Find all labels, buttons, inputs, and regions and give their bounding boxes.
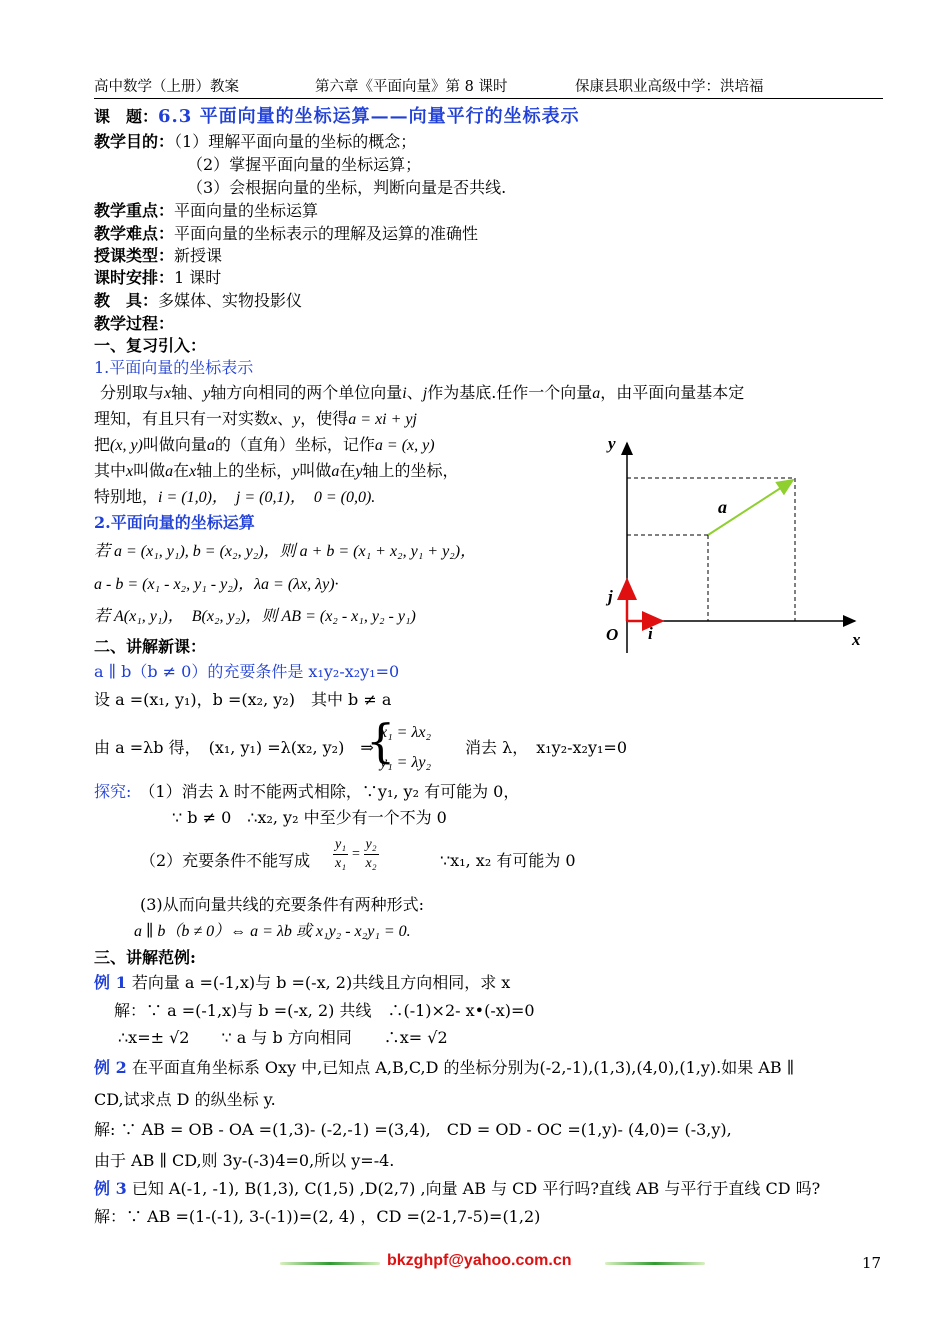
fraction-y2-x2 — [364, 836, 379, 873]
para-basis-2 — [94, 408, 417, 431]
set-vectors: 设 a =(x₁, y₁)，b =(x₂, y₂) 其中 b ≠ a — [94, 690, 392, 709]
text: 轴方向相同的两个单位向量 — [210, 383, 403, 402]
type-row — [94, 245, 222, 267]
formula-xy: (x, y) — [110, 437, 143, 454]
fig-y-label: y — [608, 434, 616, 453]
time-text: 1 课时 — [174, 268, 222, 287]
text: 轴、 — [171, 383, 204, 402]
collinear-forms: a ∥ b（b ≠ 0）⇔ a = λb 或 x₁y₂ - x₂y₁ = 0. — [134, 923, 411, 940]
difficulty-text: 平面向量的坐标表示的理解及运算的准确性 — [174, 224, 479, 243]
example-3-solution-1: 解：∵ AB =(1-(-1), 3-(-1))=(2, 4) ，CD =(2-1,7-5)=(1,2) — [94, 1207, 541, 1226]
explore-1b: ∵ b ≠ 0 ∴x₂, y₂ 中至少有一个不为 0 — [172, 808, 447, 827]
var-a: a — [592, 385, 601, 402]
time-label: 课时安排： — [94, 268, 175, 287]
footer-leaf-right — [605, 1262, 705, 1265]
difficulty-row — [94, 223, 478, 245]
focus-label: 教学重点： — [94, 201, 175, 220]
denominator: x₁ — [335, 856, 347, 871]
objective-3: （3）会根据向量的坐标，判断向量是否共线. — [187, 178, 507, 197]
formula-unit-vectors: i = (1,0)， j = (0,1)， 0 = (0,0). — [158, 489, 376, 506]
para-coord-2 — [94, 460, 459, 483]
example-2-solution-2: 由于 AB ∥ CD,则 3y-(-3)4=0,所以 y=-4. — [94, 1151, 395, 1170]
fig-o-label: O — [606, 625, 619, 644]
fig-j-label: j — [608, 587, 613, 606]
header-rule — [94, 98, 883, 99]
text: 轴上的坐标， — [196, 461, 293, 480]
example-1-text: 若向量 a =(-1,x)与 b =(-x, 2)共线且方向相同，求 x — [131, 973, 511, 992]
process-label: 教学过程： — [94, 314, 175, 333]
derive-line: 由 a =λb 得， (x₁, y₁) =λ(x₂, y₂) ⇒ — [94, 738, 374, 757]
text: 理知，有且只有一对实数 — [94, 409, 271, 428]
section1-sub1: 1.平面向量的坐标表示 — [94, 358, 254, 377]
focus-row — [94, 200, 318, 222]
explore-1: （1）消去 λ 时不能两式相除，∵y₁, y₂ 有可能为 0， — [147, 782, 520, 801]
explore-2-reason: ∵x₁, x₂ 有可能为 0 — [440, 851, 576, 870]
formula-ab: 若 A(x₁, y₁)， B(x₂, y₂)，则 AB = (x₂ - x₁, y₂ - y₁) — [94, 608, 416, 625]
var-x: x — [189, 463, 197, 480]
explore-2-text: （2）充要条件不能写成 — [140, 851, 311, 870]
equals: = — [351, 846, 361, 862]
example-1-label: 例 1 — [94, 973, 127, 992]
var-a: a — [165, 463, 174, 480]
tools-text: 多媒体、实物投影仪 — [158, 291, 303, 310]
fig-i-label: i — [648, 624, 653, 643]
text: 、 — [277, 409, 294, 428]
tools-row — [94, 290, 302, 312]
text: 、 — [406, 383, 423, 402]
formula-a-eq-xy: a = (x, y) — [374, 437, 435, 454]
var-i: i — [402, 385, 407, 402]
type-text: 新授课 — [174, 246, 223, 265]
objectives-row — [94, 131, 416, 153]
section2-heading: 二、讲解新课： — [94, 637, 207, 656]
explore-label: 探究: — [94, 782, 132, 801]
system-eq-2: y₁ = λy₂ — [380, 754, 432, 771]
formula-a-xi-yj: a = xi + yj — [348, 411, 417, 428]
var-a: a — [331, 463, 340, 480]
header-right: 保康县职业高级中学：洪培福 — [575, 79, 764, 95]
text: 分别取与 — [100, 383, 165, 402]
para-coord-1 — [94, 434, 435, 457]
system-brace: { — [366, 714, 396, 768]
example-2-text: 在平面直角坐标系 Oxy 中,已知点 A,B,C,D 的坐标分别为(-2,-1),(1,3),(4,0),(1,y).如果 AB ∥ — [131, 1058, 795, 1077]
fig-a-label: a — [718, 497, 727, 517]
var-x: x — [164, 385, 172, 402]
para-basis-1 — [100, 382, 744, 405]
var-a: a — [206, 437, 215, 454]
var-j: j — [422, 385, 428, 402]
text: 特别地， — [94, 487, 159, 506]
page-title: 6.3 平面向量的坐标运算——向量平行的坐标表示 — [158, 106, 580, 127]
footer-leaf-left — [280, 1262, 380, 1265]
tools-label: 教 具： — [94, 291, 159, 310]
var-x: x — [126, 463, 134, 480]
footer-email[interactable]: bkzghpf@yahoo.com.cn — [387, 1252, 572, 1269]
difficulty-label: 教学难点： — [94, 224, 175, 243]
example-2-solution-1: 解: ∵ AB = OB - OA =(1,3)- (-2,-1) =(3,4), CD = OD - OC =(1,y)- (4,0)= (-3,y), — [94, 1120, 732, 1139]
section1-sub2: 2.平面向量的坐标运算 — [94, 513, 255, 532]
example-1-solution-1: 解：∵ a =(-1,x)与 b =(-x, 2) 共线 ∴(-1)×2- x•(-x)=0 — [114, 1001, 535, 1020]
text: 把 — [94, 435, 111, 454]
system-eq-1: x₁ = λx₂ — [380, 724, 432, 741]
text: 叫做 — [299, 461, 332, 480]
example-2-label: 例 2 — [94, 1058, 127, 1077]
example-2 — [94, 1057, 794, 1079]
header-left: 高中数学（上册）教案 — [94, 79, 239, 95]
fig-x-label: x — [852, 630, 861, 649]
var-y: y — [292, 463, 300, 480]
explore-3: (3)从而向量共线的充要条件有两种形式: — [140, 895, 425, 914]
denominator: x₂ — [365, 856, 377, 871]
var-y: y — [293, 411, 301, 428]
objective-2: （2）掌握平面向量的坐标运算； — [187, 155, 422, 174]
explore-2-fraction — [330, 836, 382, 873]
section3-heading: 三、讲解范例: — [94, 948, 196, 967]
fraction-y1-x1 — [333, 836, 348, 873]
text: ，使得 — [300, 409, 349, 428]
header-center: 第六章《平面向量》第 8 课时 — [315, 79, 508, 95]
example-3-label: 例 3 — [94, 1179, 127, 1198]
objective-1: （1）理解平面向量的坐标的概念； — [174, 132, 417, 151]
text: 叫做 — [133, 461, 166, 480]
title-label: 课 题： — [94, 107, 159, 126]
numerator: y₁ — [333, 836, 348, 855]
eliminate-lambda: 消去 λ， x₁y₂-x₂y₁=0 — [465, 738, 628, 757]
section1-heading: 一、复习引入： — [94, 336, 207, 355]
text: 作为基底.任作一个向量 — [427, 383, 593, 402]
example-2-text-2: CD,试求点 D 的纵坐标 y. — [94, 1090, 276, 1109]
text: 在 — [339, 461, 356, 480]
page-number: 17 — [862, 1254, 882, 1272]
time-row — [94, 267, 221, 289]
title-row — [94, 106, 580, 128]
var-y: y — [203, 385, 211, 402]
text: 轴上的坐标， — [362, 461, 459, 480]
formula-sub-scale: a - b = (x₁ - x₂, y₁ - y₂)，λa = (λx, λy)· — [94, 576, 339, 593]
text: ，由平面向量基本定 — [600, 383, 745, 402]
parallel-condition: a ∥ b（b ≠ 0）的充要条件是 x₁y₂-x₂y₁=0 — [94, 662, 400, 681]
example-1-solution-2: ∴x=± √2 ∵ a 与 b 方向相同 ∴x= √2 — [118, 1028, 448, 1047]
formula-add: 若 a = (x₁, y₁), b = (x₂, y₂)，则 a + b = (x₁ + x₂, y₁ + y₂)， — [94, 543, 477, 560]
text: 其中 — [94, 461, 127, 480]
example-1 — [94, 972, 510, 994]
example-3 — [94, 1178, 820, 1200]
objectives-label: 教学目的： — [94, 132, 175, 151]
text: 叫做向量 — [142, 435, 207, 454]
numerator: y₂ — [364, 836, 379, 855]
type-label: 授课类型： — [94, 246, 175, 265]
coordinate-figure — [590, 425, 880, 655]
explore-row-1 — [94, 781, 519, 803]
var-x: x — [270, 411, 278, 428]
text: 在 — [173, 461, 190, 480]
focus-text: 平面向量的坐标运算 — [174, 201, 319, 220]
example-3-text: 已知 A(-1, -1), B(1,3), C(1,5) ,D(2,7) ,向量 AB 与 CD 平行吗?直线 AB 与平行于直线 CD 吗? — [131, 1179, 821, 1198]
para-special — [94, 486, 375, 509]
var-y: y — [355, 463, 363, 480]
text: 的（直角）坐标，记作 — [214, 435, 375, 454]
